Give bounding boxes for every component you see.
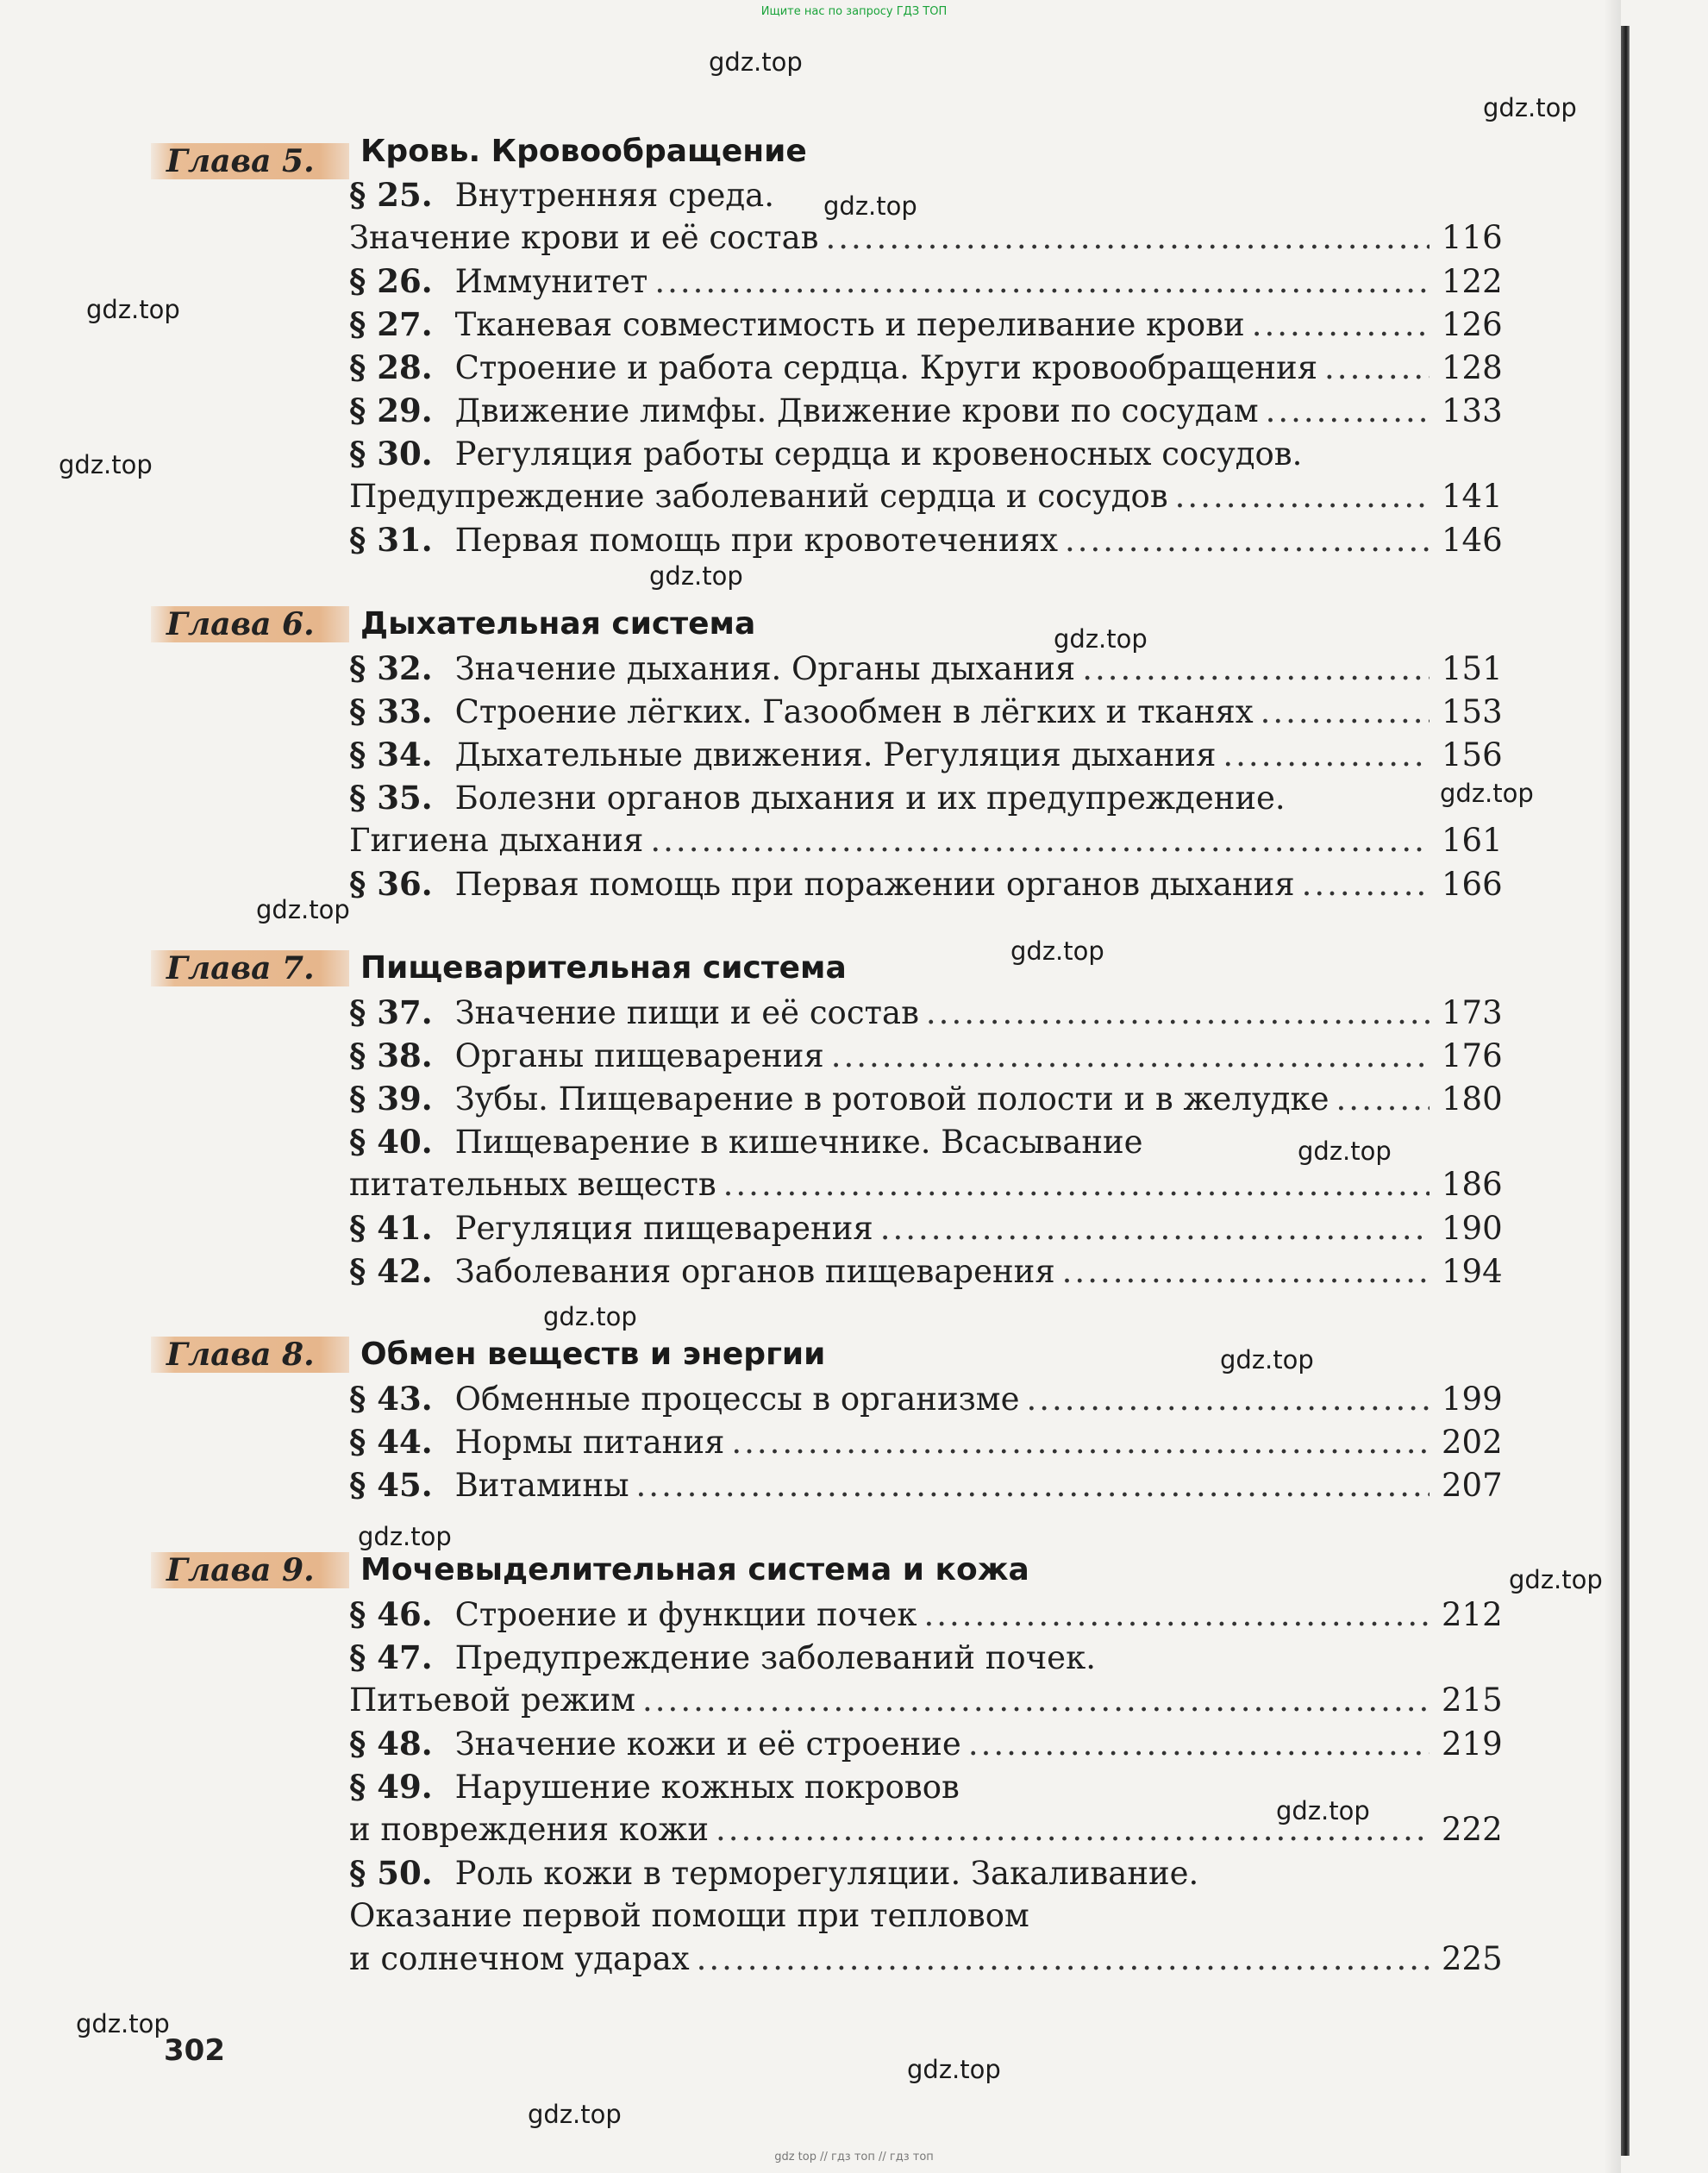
- section-number: § 44.: [349, 1423, 433, 1461]
- section-number: § 31.: [349, 521, 433, 559]
- entry-page: 156: [1442, 736, 1503, 773]
- entry-title: Тканевая совместимость и переливание крови: [454, 306, 1245, 343]
- entry-title: Значение дыхания. Органы дыхания: [454, 650, 1076, 687]
- dot-leader: [923, 1594, 1430, 1637]
- toc-entry[interactable]: [349, 303, 1502, 346]
- section-number: § 46.: [349, 1595, 433, 1633]
- watermark: gdz.top: [1440, 779, 1534, 808]
- entry-title: Пищеварение в кишечнике. Всасывание: [454, 1124, 1143, 1161]
- entry-title: и повреждения кожи: [349, 1811, 710, 1848]
- dot-leader: [716, 1808, 1430, 1851]
- toc-entry[interactable]: [349, 346, 1502, 389]
- chapter-title: Обмен веществ и энергии: [360, 1337, 826, 1372]
- toc-entry: [349, 776, 1502, 819]
- section-number: § 33.: [349, 692, 433, 730]
- section-number: § 49.: [349, 1768, 433, 1806]
- entry-title: и солнечном ударах: [349, 1940, 690, 1977]
- section-number: § 34.: [349, 736, 433, 773]
- toc-entry[interactable]: [349, 1722, 1502, 1765]
- toc-entry: [349, 1636, 1502, 1679]
- section-number: § 37.: [349, 993, 433, 1031]
- toc-entry: [349, 432, 1502, 475]
- section-number: § 35.: [349, 779, 433, 817]
- dot-leader: [1175, 475, 1430, 518]
- dot-leader: [1026, 1378, 1430, 1421]
- entry-page: 207: [1442, 1467, 1503, 1504]
- toc-entry[interactable]: [349, 1249, 1502, 1293]
- page-number: 302: [164, 2033, 225, 2068]
- dot-leader: [1336, 1078, 1430, 1121]
- toc-entry[interactable]: [349, 1077, 1502, 1120]
- entry-page: 225: [1442, 1940, 1503, 1977]
- watermark: gdz.top: [76, 2009, 170, 2038]
- toc-entry: [349, 1894, 1502, 1938]
- entry-page: 202: [1442, 1424, 1503, 1461]
- dot-leader: [1062, 1250, 1430, 1293]
- section-number: § 28.: [349, 348, 433, 386]
- chapter-label: Глава 8.: [151, 1337, 349, 1373]
- entry-title: Строение и функции почек: [454, 1596, 917, 1633]
- section-number: § 38.: [349, 1036, 433, 1074]
- section-number: § 41.: [349, 1209, 433, 1247]
- entry-title: Дыхательные движения. Регуляция дыхания: [454, 736, 1217, 773]
- top-note: Ищите нас по запросу ГДЗ ТОП: [760, 5, 948, 18]
- chapter-title: Пищеварительная система: [360, 950, 847, 986]
- entry-title: Иммунитет: [454, 263, 648, 300]
- entry-page: 194: [1442, 1253, 1503, 1290]
- toc-entry[interactable]: [349, 1420, 1502, 1463]
- toc-entry[interactable]: [349, 389, 1502, 432]
- entry-page: 222: [1442, 1811, 1503, 1848]
- entry-title: Внутренняя среда.: [454, 177, 774, 214]
- watermark: gdz.top: [1054, 624, 1148, 654]
- toc-entry[interactable]: [349, 1377, 1502, 1420]
- entry-page: 161: [1442, 822, 1503, 859]
- watermark: gdz.top: [59, 450, 153, 479]
- toc-entry: [349, 1765, 1502, 1808]
- dot-leader: [1252, 304, 1430, 347]
- entry-title: Гигиена дыхания: [349, 822, 644, 859]
- dot-leader: [968, 1723, 1430, 1766]
- entry-page: 199: [1442, 1381, 1503, 1418]
- chapter-title: Мочевыделительная система и кожа: [360, 1552, 1029, 1587]
- section-number: § 26.: [349, 262, 433, 300]
- toc-entry[interactable]: [349, 690, 1502, 733]
- toc-entry[interactable]: [349, 1034, 1502, 1077]
- toc-entry[interactable]: [349, 518, 1502, 561]
- section-number: § 30.: [349, 435, 433, 473]
- dot-leader: [1065, 519, 1430, 562]
- watermark: gdz.top: [649, 561, 743, 591]
- entry-title: Регуляция пищеварения: [454, 1210, 873, 1247]
- entry-title: питательных веществ: [349, 1166, 716, 1203]
- section-number: § 25.: [349, 176, 433, 214]
- toc-entry[interactable]: [349, 475, 1502, 518]
- watermark: gdz.top: [1298, 1137, 1392, 1166]
- entry-page: 190: [1442, 1210, 1503, 1247]
- entry-page: 166: [1442, 866, 1503, 903]
- toc-entry[interactable]: [349, 819, 1502, 862]
- chapter-label: Глава 6.: [151, 606, 349, 642]
- watermark: gdz.top: [358, 1522, 452, 1551]
- watermark: gdz.top: [907, 2055, 1001, 2084]
- dot-leader: [642, 1679, 1430, 1722]
- toc-entry[interactable]: [349, 991, 1502, 1034]
- dot-leader: [926, 992, 1430, 1035]
- entry-title: Нарушение кожных покровов: [454, 1769, 960, 1806]
- dot-leader: [731, 1421, 1430, 1464]
- section-number: § 43.: [349, 1380, 433, 1418]
- toc-entry[interactable]: [349, 1463, 1502, 1506]
- entry-page: 133: [1442, 392, 1503, 429]
- watermark: gdz.top: [256, 895, 350, 924]
- entry-title: Зубы. Пищеварение в ротовой полости и в желудке: [454, 1080, 1329, 1118]
- dot-leader: [831, 1035, 1430, 1078]
- entry-title: Первая помощь при поражении органов дыхания: [454, 866, 1295, 903]
- chapter-label: Глава 9.: [151, 1552, 349, 1588]
- entry-page: 173: [1442, 994, 1503, 1031]
- dot-leader: [1302, 863, 1430, 906]
- page-gutter-shadow: [1604, 0, 1621, 2173]
- dot-leader: [1261, 691, 1430, 734]
- entry-title: Питьевой режим: [349, 1681, 636, 1719]
- entry-title: Нормы питания: [454, 1424, 725, 1461]
- entry-title: Значение крови и её состав: [349, 219, 819, 256]
- watermark: gdz.top: [1220, 1345, 1314, 1375]
- entry-title: Строение и работа сердца. Круги кровообращения: [454, 349, 1318, 386]
- watermark: gdz.top: [528, 2100, 622, 2129]
- entry-page: 122: [1442, 263, 1503, 300]
- section-number: § 50.: [349, 1854, 433, 1892]
- watermark: gdz.top: [709, 47, 803, 77]
- section-number: § 40.: [349, 1123, 433, 1161]
- entry-title: Строение лёгких. Газообмен в лёгких и тканях: [454, 693, 1254, 730]
- entry-page: 116: [1442, 219, 1503, 256]
- toc-entry[interactable]: [349, 1206, 1502, 1249]
- entry-page: 153: [1442, 693, 1503, 730]
- watermark: gdz.top: [1483, 93, 1577, 122]
- dot-leader: [1223, 734, 1430, 777]
- watermark: gdz.top: [1509, 1565, 1603, 1594]
- entry-page: 146: [1442, 522, 1503, 559]
- dot-leader: [1266, 390, 1430, 433]
- entry-page: 141: [1442, 478, 1503, 515]
- toc-entry[interactable]: [349, 1938, 1502, 1981]
- entry-page: 219: [1442, 1725, 1503, 1763]
- section-number: § 27.: [349, 305, 433, 343]
- section-number: § 42.: [349, 1252, 433, 1290]
- entry-title: Болезни органов дыхания и их предупреждение.: [454, 780, 1286, 817]
- entry-title: Первая помощь при кровотечениях: [454, 522, 1058, 559]
- toc-entry[interactable]: [349, 733, 1502, 776]
- entry-title: Движение лимфы. Движение крови по сосудам: [454, 392, 1259, 429]
- section-number: § 45.: [349, 1466, 433, 1504]
- entry-page: 176: [1442, 1037, 1503, 1074]
- entry-title: Предупреждение заболеваний сердца и сосудов: [349, 478, 1168, 515]
- toc-entry: [349, 1851, 1502, 1894]
- entry-title: Органы пищеварения: [454, 1037, 824, 1074]
- section-number: § 48.: [349, 1725, 433, 1763]
- toc-entry[interactable]: [349, 1808, 1502, 1851]
- chapter-label: Глава 5.: [151, 143, 349, 179]
- chapter-title: Кровь. Кровообращение: [360, 134, 807, 169]
- toc-entry[interactable]: [349, 647, 1502, 690]
- entry-title: Регуляция работы сердца и кровеносных сосудов.: [454, 435, 1303, 473]
- entry-title: Значение кожи и её строение: [454, 1725, 961, 1763]
- toc-entry[interactable]: [349, 1593, 1502, 1636]
- toc-entry[interactable]: [349, 1679, 1502, 1722]
- entry-page: 128: [1442, 349, 1503, 386]
- entry-title: Обменные процессы в организме: [454, 1381, 1020, 1418]
- entry-page: 186: [1442, 1166, 1503, 1203]
- section-number: § 47.: [349, 1638, 433, 1676]
- entry-title: Значение пищи и её состав: [454, 994, 919, 1031]
- section-number: § 29.: [349, 391, 433, 429]
- entry-page: 212: [1442, 1596, 1503, 1633]
- entry-page: 151: [1442, 650, 1503, 687]
- bottom-note: gdz top // гдз топ // гдз топ: [774, 2151, 934, 2164]
- watermark: gdz.top: [1010, 936, 1104, 966]
- watermark: gdz.top: [86, 295, 180, 324]
- dot-leader: [826, 216, 1430, 260]
- dot-leader: [636, 1464, 1430, 1507]
- entry-page: 180: [1442, 1080, 1503, 1118]
- toc-entry[interactable]: [349, 862, 1502, 905]
- dot-leader: [1082, 648, 1430, 691]
- dot-leader: [697, 1938, 1430, 1981]
- entry-title: Заболевания органов пищеварения: [454, 1253, 1055, 1290]
- entry-page: 126: [1442, 306, 1503, 343]
- toc-entry[interactable]: [349, 1163, 1502, 1206]
- section-number: § 32.: [349, 649, 433, 687]
- entry-title: Предупреждение заболеваний почек.: [454, 1639, 1096, 1676]
- toc-entry[interactable]: [349, 216, 1502, 260]
- section-number: § 36.: [349, 865, 433, 903]
- dot-leader: [880, 1207, 1430, 1250]
- section-number: § 39.: [349, 1080, 433, 1118]
- chapter-title: Дыхательная система: [360, 606, 756, 642]
- watermark: gdz.top: [1276, 1796, 1370, 1825]
- entry-title: Витамины: [454, 1467, 629, 1504]
- toc-entry: [349, 173, 1502, 216]
- dot-leader: [1324, 347, 1430, 390]
- entry-title: Роль кожи в терморегуляции. Закаливание.: [454, 1855, 1199, 1892]
- toc-entry: [349, 1120, 1502, 1163]
- entry-page: 215: [1442, 1681, 1503, 1719]
- watermark: gdz.top: [823, 191, 917, 221]
- entry-title: Оказание первой помощи при тепловом: [349, 1897, 1029, 1934]
- chapter-label: Глава 7.: [151, 950, 349, 986]
- watermark: gdz.top: [543, 1302, 637, 1331]
- dot-leader: [654, 260, 1430, 304]
- toc-entry[interactable]: [349, 260, 1502, 303]
- dot-leader: [650, 819, 1430, 862]
- book-spine: [1621, 26, 1630, 2156]
- dot-leader: [723, 1163, 1430, 1206]
